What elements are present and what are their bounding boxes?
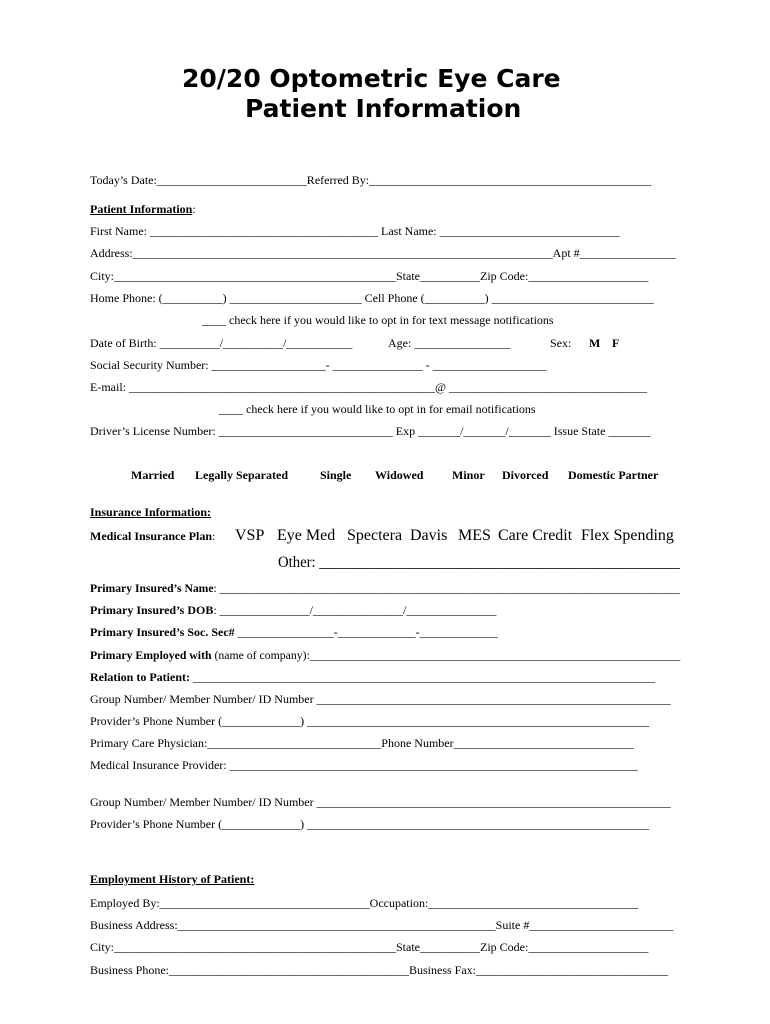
insurance-heading: Insurance Information: [90,505,212,519]
insured-ssn-label: Primary Insured’s Soc. Sec# [90,625,235,639]
sex-option-m[interactable]: M [589,336,601,350]
insurance-plan-colon: : [212,529,216,543]
marital-option-minor[interactable]: Minor [452,468,485,482]
marital-option-widowed[interactable]: Widowed [375,468,424,482]
todays-date-row[interactable]: Today’s Date:_________________________Referred By:_______________________________________________ [90,173,652,187]
patient-info-heading-text: Patient Information [90,202,193,216]
insured-dob-line[interactable]: : _______________/_______________/_______________ [213,603,497,617]
phone-row[interactable]: Home Phone: (__________) ______________________ Cell Phone (__________) ___________________________ [90,291,654,305]
relation-row[interactable] [90,670,655,684]
marital-option-domestic-partner[interactable]: Domestic Partner [568,468,659,482]
plan-option-eye-med[interactable]: Eye Med [277,527,336,544]
plan-option-spectera[interactable]: Spectera [347,527,403,544]
business-address-row[interactable]: Business Address:_____________________________________________________Suite #________________________ [90,918,674,932]
license-row[interactable]: Driver’s License Number: _____________________________ Exp _______/_______/_______ Issue State _______ [90,424,651,438]
group-number-row[interactable]: Group Number/ Member Number/ ID Number ___________________________________________________________ [90,692,671,706]
email-row[interactable]: E-mail: ___________________________________________________@ _________________________________ [90,380,648,394]
relation-label: Relation to Patient: [90,670,190,684]
sex-option-f[interactable]: F [612,336,620,350]
insured-name-line[interactable]: : _______________________________________________________________________________ [213,581,680,595]
marital-option-legally-separated[interactable]: Legally Separated [195,468,288,482]
business-city-row[interactable]: City:_______________________________________________State__________Zip Code:____________________ [90,940,649,954]
marital-option-married[interactable]: Married [131,468,175,482]
email-opt-in-row[interactable]: ____ check here if you would like to opt in for email notifications [219,402,536,416]
insured-name-row[interactable] [90,581,680,595]
marital-option-single[interactable]: Single [320,468,352,482]
group-number-row-2[interactable]: Group Number/ Member Number/ ID Number ___________________________________________________________ [90,795,671,809]
plan-other-field[interactable]: Other: _________________________________________________ [278,554,680,571]
insured-employer-line[interactable]: (name of company):_______________________________________________________________ [211,648,681,662]
insurance-plan-label [90,529,215,543]
age-field[interactable]: Age: ________________ [388,336,511,350]
insured-name-label: Primary Insured’s Name [90,581,214,595]
first-last-name-row[interactable]: First Name: ______________________________________ Last Name: ______________________________ [90,224,620,238]
page-title: 20/20 Optometric Eye Care [182,64,561,93]
business-phone-row[interactable]: Business Phone:________________________________________Business Fax:________________________________ [90,963,669,977]
insured-ssn-row[interactable] [90,625,498,639]
insured-dob-label: Primary Insured’s DOB [90,603,214,617]
sex-label: Sex: [550,336,572,350]
employed-by-row[interactable]: Employed By:___________________________________Occupation:___________________________________ [90,896,639,910]
plan-option-vsp[interactable]: VSP [235,527,265,544]
city-state-zip-row[interactable]: City:_______________________________________________State__________Zip Code:____________________ [90,269,649,283]
insurance-plan-label-text: Medical Insurance Plan [90,529,212,543]
page-subtitle: Patient Information [245,94,522,123]
plan-option-davis[interactable]: Davis [410,527,448,544]
patient-info-heading [90,202,196,216]
text-opt-in-row[interactable]: ____ check here if you would like to opt in for text message notifications [202,313,554,327]
marital-option-divorced[interactable]: Divorced [502,468,549,482]
relation-line[interactable]: _____________________________________________________________________________ [189,670,655,684]
plan-option-care-credit[interactable]: Care Credit [498,527,573,544]
insured-ssn-line[interactable]: ________________-_____________-_____________ [234,625,498,639]
plan-option-mes[interactable]: MES [458,527,491,544]
insurance-provider-row[interactable]: Medical Insurance Provider: ____________________________________________________________________ [90,758,638,772]
insured-employer-row[interactable] [90,648,680,662]
provider-phone-row-2[interactable]: Provider’s Phone Number (_____________) _________________________________________________________ [90,817,650,831]
patient-info-colon: : [192,202,196,216]
provider-phone-row[interactable]: Provider’s Phone Number (_____________) _________________________________________________________ [90,714,650,728]
insured-dob-row[interactable] [90,603,496,617]
dob-field[interactable]: Date of Birth: __________/__________/___________ [90,336,353,350]
employment-heading: Employment History of Patient: [90,872,255,886]
ssn-row[interactable]: Social Security Number: ___________________- _______________ - ___________________ [90,358,547,372]
insured-employer-label: Primary Employed with [90,648,212,662]
primary-care-physician-row[interactable]: Primary Care Physician:_____________________________Phone Number______________________________ [90,736,634,750]
plan-option-flex-spending[interactable]: Flex Spending [581,527,674,544]
address-row[interactable]: Address:______________________________________________________________________Apt #________________ [90,246,676,260]
